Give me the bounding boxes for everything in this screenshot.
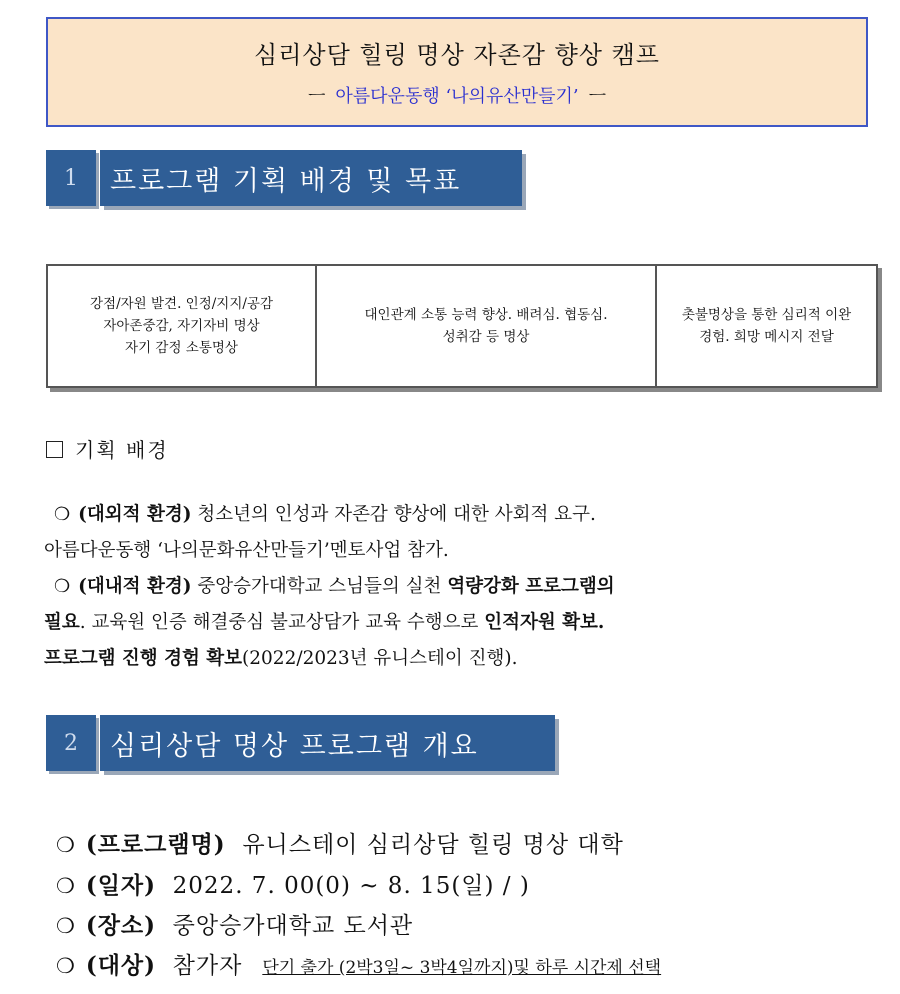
subtitle-dash-right: ㅡ (588, 86, 606, 107)
background-heading-label: 기획 배경 (75, 438, 169, 462)
overview-value: 유니스테이 심리상담 힐링 명상 대학 (242, 832, 624, 858)
bullet-circle-icon: ❍ (54, 576, 71, 597)
external-env-text2: 아름다운동행 ‘나의문화유산만들기’멘토사업 참가. (44, 540, 449, 561)
section-1-title: 프로그램 기획 배경 및 목표 (100, 150, 522, 206)
goal-cell-3: 촛불명상을 통한 심리적 이완 경험. 희망 메시지 전달 (655, 266, 876, 386)
section-1-number: 1 (46, 150, 96, 206)
overview-value: 2022. 7. 00(0) ~ 8. 15(일) / ) (172, 873, 530, 899)
bullet-circle-icon: ❍ (56, 954, 76, 978)
goal-cell-1: 강점/자원 발견. 인정/지지/공감 자아존중감, 자기자비 명상 자기 감정 소통명상 (89, 296, 273, 356)
title-box (46, 17, 868, 127)
external-env-label: (대외적 환경) (78, 504, 192, 525)
overview-value: 참가자 (172, 953, 243, 979)
external-env-text: 청소년의 인성과 자존감 향상에 대한 사회적 요구. (191, 504, 596, 525)
overview-target (56, 947, 661, 980)
internal-env-bold1: 역량강화 프로그램의 (447, 576, 615, 597)
goals-table (46, 264, 878, 388)
goal-cell-2: 대인관계 소통 능력 향상. 배려심. 협동심. 성취감 등 명상 (315, 266, 655, 386)
overview-note: 단기 출가 (2박3일~ 3박4일까지)및 하루 시간제 선택 (262, 958, 662, 978)
bullet-circle-icon: ❍ (54, 504, 71, 525)
overview-value: 중앙승가대학교 도서관 (172, 913, 414, 939)
overview-date (56, 867, 530, 900)
checkbox-square-icon (46, 441, 63, 458)
internal-env-label: (대내적 환경) (78, 576, 192, 597)
page-subtitle (48, 82, 866, 108)
overview-program-name (56, 826, 624, 859)
internal-env-text: 중앙승가대학교 스님들의 실천 (191, 576, 448, 597)
internal-env-bold3: 인적자원 확보. (484, 612, 605, 633)
page-title: 심리상담 힐링 명상 자존감 향상 캠프 (254, 41, 660, 69)
background-heading (46, 434, 169, 463)
internal-env-text3: (2022/2023년 유니스테이 진행). (242, 648, 518, 669)
overview-label: (일자) (85, 872, 157, 899)
bullet-circle-icon: ❍ (56, 914, 76, 938)
overview-label: (프로그램명) (85, 831, 226, 858)
section-1-heading (46, 150, 522, 206)
internal-env-bold2: 필요 (44, 612, 80, 633)
internal-env-text2: . 교육원 인증 해결중심 불교상담가 교육 수행으로 (79, 612, 485, 633)
section-2-number: 2 (46, 715, 96, 771)
external-env-paragraph (44, 497, 784, 569)
section-2-title: 심리상담 명상 프로그램 개요 (100, 715, 555, 771)
internal-env-bold4: 프로그램 진행 경험 확보 (44, 648, 243, 669)
overview-label: (장소) (85, 912, 157, 939)
bullet-circle-icon: ❍ (56, 874, 76, 898)
bullet-circle-icon: ❍ (56, 833, 76, 857)
subtitle-dash-left: ㅡ (308, 86, 326, 107)
section-2-heading (46, 715, 555, 771)
overview-label: (대상) (85, 952, 157, 979)
internal-env-paragraph (44, 569, 784, 677)
overview-location (56, 907, 413, 940)
subtitle-text: 아름다운동행 ‘나의유산만들기’ (335, 86, 579, 107)
